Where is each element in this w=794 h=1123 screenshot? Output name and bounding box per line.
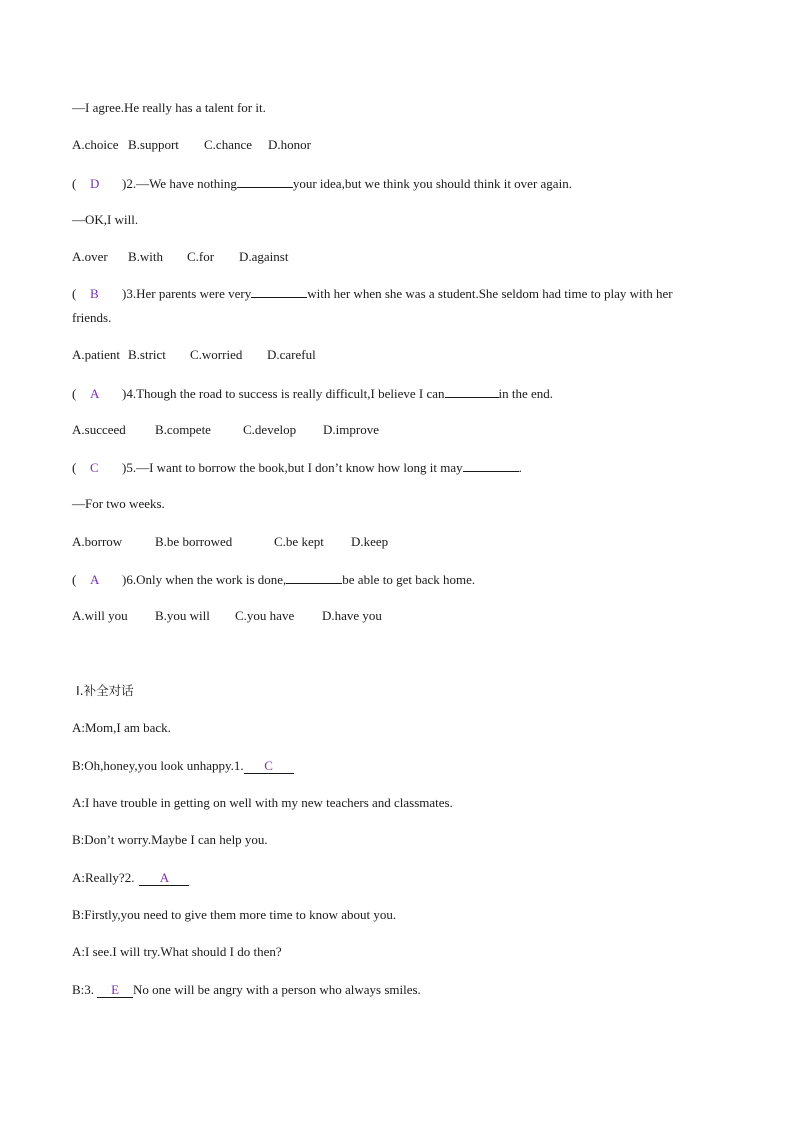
option-b: B.strict [128,347,166,362]
option-a: A.succeed [72,422,126,437]
blank [286,571,342,584]
question-3: ( B )3.Her parents were very with her when she was a student.She seldom had time to play with her friends. [72,282,724,330]
blank [251,285,307,298]
option-c: C.you have [235,608,295,623]
answer-4: A [90,386,100,401]
dialog-line-1: A:Mom,I am back. [72,720,171,735]
dialog-line-8: B:3. E No one will be angry with a person who always smiles. [72,982,421,997]
option-a: A.patient [72,347,121,362]
option-b: B.support [128,137,179,152]
dialog-line-3: A:I have trouble in getting on well with my new teachers and classmates. [72,795,453,810]
answer-3: B [90,286,99,301]
option-a: A.over [72,249,108,264]
q5-options [72,534,388,550]
q2-reply: —OK,I will. [72,212,139,227]
option-d: D.have you [322,608,382,623]
blank [237,175,293,188]
blank [463,459,519,472]
dialog-line-6: B:Firstly,you need to give them more time to know about you. [72,907,397,922]
question-5: ( C )5.—I want to borrow the book,but I don’t know how long it may . [72,460,522,475]
option-a: A.will you [72,608,128,623]
option-d: D.improve [323,422,379,437]
option-c: C.chance [204,137,253,152]
dialog-line-4: B:Don’t worry.Maybe I can help you. [72,832,268,847]
question-6: ( A )6.Only when the work is done, be able to get back home. [72,572,476,587]
dialog-blank-3: E [97,983,133,998]
dialog-blank-2: A [139,871,189,886]
dialog-line-5: A:Really?2. A [72,870,189,886]
q1-options [72,137,311,153]
option-b: B.compete [155,422,211,437]
q1-reply: —I agree.He really has a talent for it. [72,100,266,115]
q5-reply: —For two weeks. [72,496,165,511]
option-b: B.with [128,249,164,264]
q4-options [72,422,379,438]
section-title: Ⅰ.补全对话 [76,683,134,698]
answer-5: C [90,460,99,475]
option-d: D.keep [351,534,389,549]
option-d: D.careful [267,347,316,362]
answer-2: D [90,176,100,191]
blank [445,385,499,398]
option-b: B.be borrowed [155,534,233,549]
option-d: D.against [239,249,289,264]
q6-options [72,608,382,624]
option-d: D.honor [268,137,311,152]
question-4: ( A )4.Though the road to success is really difficult,I believe I can in the end. [72,386,554,401]
question-2: ( D )2.—We have nothing your idea,but we think you should think it over again. [72,176,572,191]
dialog-blank-1: C [244,759,294,774]
answer-6: A [90,572,100,587]
q3-options [72,347,316,363]
option-a: A.choice [72,137,119,152]
dialog-line-7: A:I see.I will try.What should I do then? [72,944,282,959]
dialog-line-2: B:Oh,honey,you look unhappy.1. C [72,758,294,774]
option-c: C.for [187,249,215,264]
option-c: C.develop [243,422,297,437]
option-b: B.you will [155,608,210,623]
q2-options [72,249,288,265]
option-c: C.be kept [274,534,324,549]
option-a: A.borrow [72,534,123,549]
option-c: C.worried [190,347,243,362]
